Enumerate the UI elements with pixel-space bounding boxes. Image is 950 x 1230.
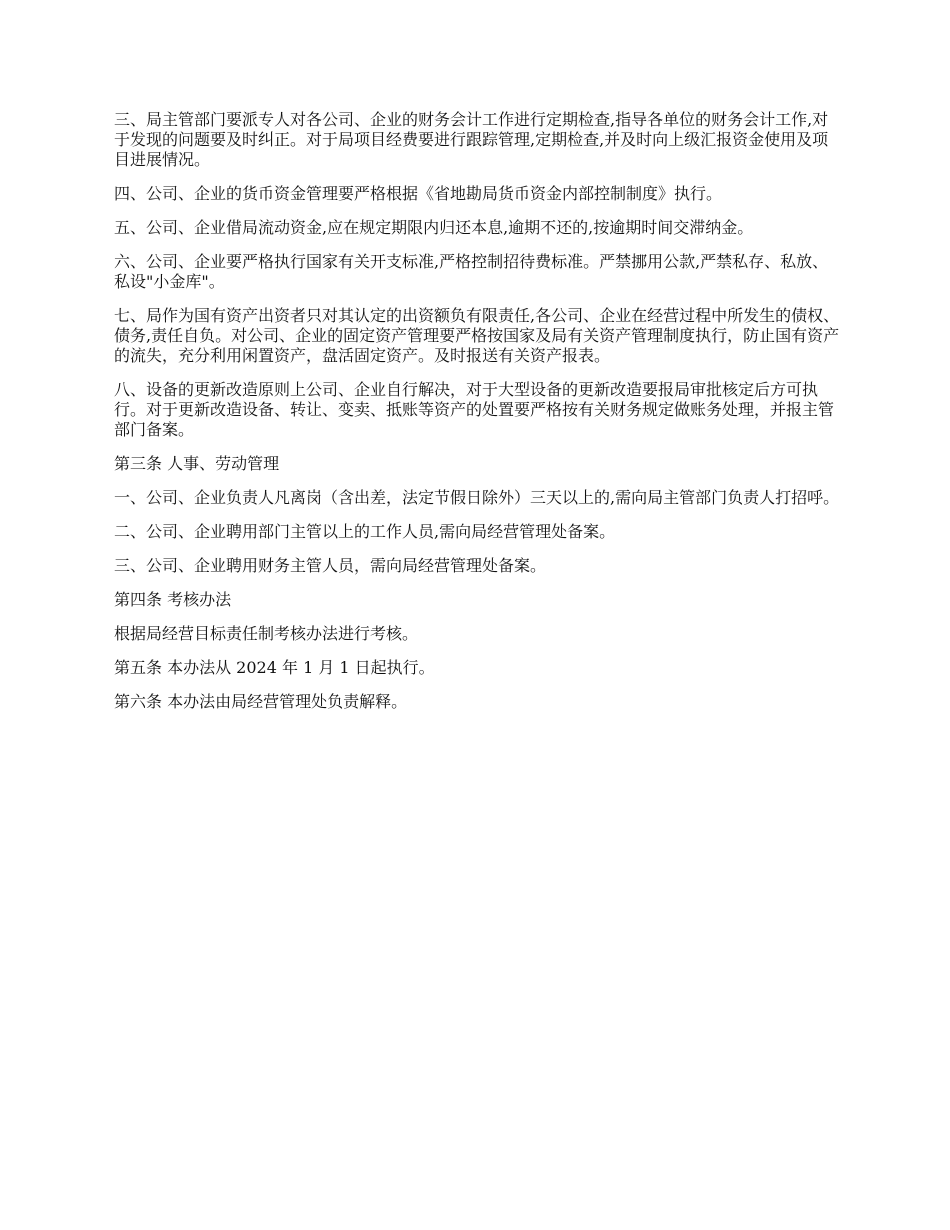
paragraph-4-monetary-funds: 四、公司、企业的货币资金管理要严格根据《省地勘局货币资金内部控制制度》执行。 (114, 184, 723, 203)
article-4-content: 根据局经营目标责任制考核办法进行考核。 (114, 624, 419, 643)
article-3-item-3: 三、公司、企业聘用财务主管人员，需向局经营管理处备案。 (114, 556, 547, 575)
paragraph-8-equipment-renewal: 八、设备的更新改造原则上公司、企业自行解决，对于大型设备的更新改造要报局审批核定后方可执行。对于更新改造设备、转让、变卖、抵账等资产的处置要严格按有关财务规定做账务处理，并报主管部门备案。 (114, 380, 835, 439)
paragraph-7-state-assets: 七、局作为国有资产出资者只对其认定的出资额负有限责任,各公司、企业在经营过程中所发生的债权、债务,责任自负。对公司、企业的固定资产管理要严格按国家及局有关资产管理制度执行，防止国有资产的流失，充分利用闲置资产，盘活固定资产。及时报送有关资产报表。 (114, 306, 840, 365)
paragraph-5-working-capital: 五、公司、企业借局流动资金,应在规定期限内归还本息,逾期不还的,按逾期时间交滞纳金。 (114, 218, 754, 237)
paragraph-6-expense-standards: 六、公司、企业要严格执行国家有关开支标准,严格控制招待费标准。严禁挪用公款,严禁私存、私放、私设"小金库"。 (114, 252, 829, 291)
article-6: 第六条 本办法由局经营管理处负责解释。 (114, 692, 408, 711)
article-4-heading: 第四条 考核办法 (114, 590, 232, 609)
article-3-item-1: 一、公司、企业负责人凡离岗（含出差，法定节假日除外）三天以上的,需向局主管部门负责人打招呼。 (114, 488, 840, 507)
article-3-heading: 第三条 人事、劳动管理 (114, 454, 280, 473)
article-3-item-2: 二、公司、企业聘用部门主管以上的工作人员,需向局经营管理处备案。 (114, 522, 616, 541)
document-body (114, 110, 840, 726)
article-5: 第五条 本办法从 2024 年 1 月 1 日起执行。 (114, 658, 435, 677)
paragraph-3-finance-inspection: 三、局主管部门要派专人对各公司、企业的财务会计工作进行定期检查,指导各单位的财务会计工作,对于发现的问题要及时纠正。对于局项目经费要进行跟踪管理,定期检查,并及时向上级汇报资金使用及项目进展情况。 (114, 110, 829, 169)
